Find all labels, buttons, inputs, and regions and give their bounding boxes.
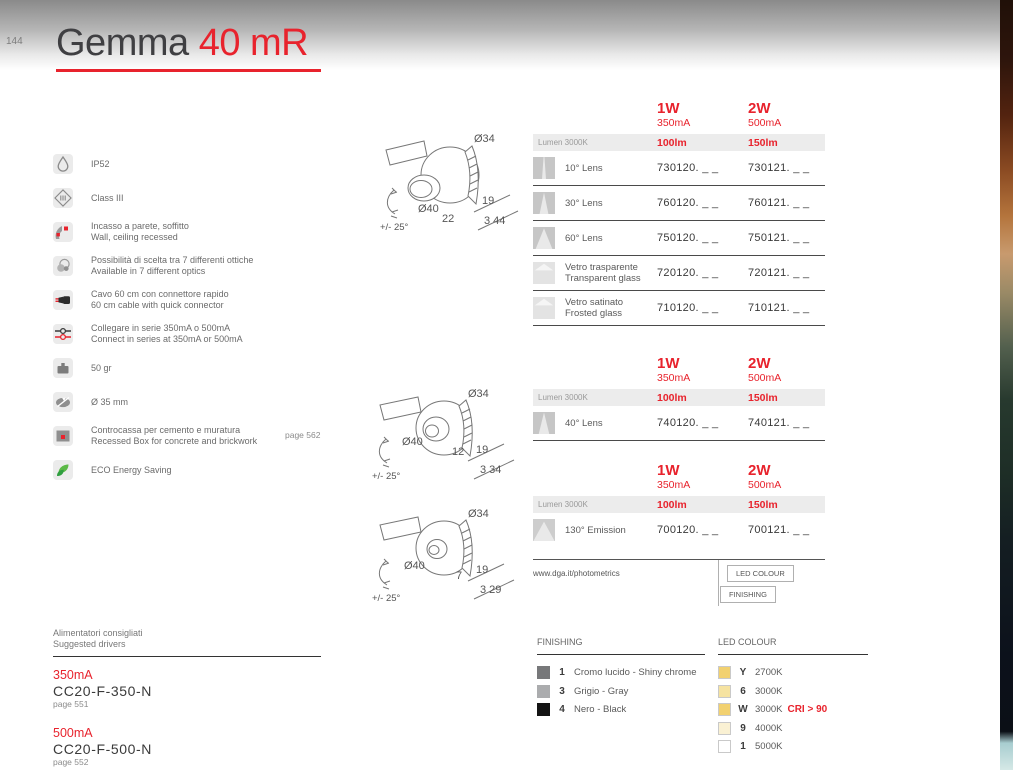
- title-underline: [56, 69, 321, 72]
- feature-text: Class III: [91, 192, 124, 203]
- svg-text:3 44: 3 44: [484, 215, 506, 227]
- svg-text:Ø34: Ø34: [468, 508, 489, 520]
- photometrics-link[interactable]: www.dga.it/photometrics: [533, 569, 620, 578]
- svg-text:19: 19: [476, 564, 489, 576]
- feature-text: Possibilità di scelta tra 7 differenti ottiche Available in 7 different optics: [91, 255, 254, 276]
- svg-text:3 34: 3 34: [480, 464, 502, 476]
- svg-text:Ø40: Ø40: [402, 436, 423, 448]
- svg-text:+/- 25°: +/- 25°: [372, 471, 401, 482]
- table-row: Vetro trasparente Transparent glass 720120. _ _ 720121. _ _: [533, 256, 825, 291]
- feature-optics: [53, 249, 353, 283]
- beam-10-icon: [533, 157, 555, 179]
- legend-row: 9 4000K: [718, 722, 868, 735]
- driver-item: 350mA CC20-F-350-N page 551: [53, 668, 152, 709]
- feature-series: [53, 317, 353, 351]
- feature-text: Controcassa per cemento e muratura Recessed Box for concrete and brickwork: [91, 425, 258, 446]
- svg-text:+/- 25°: +/- 25°: [380, 222, 409, 233]
- table-header: 1W 350mA 2W 500mA: [657, 462, 782, 491]
- svg-text:Ø40: Ø40: [418, 203, 439, 215]
- eco-leaf-icon: [53, 460, 73, 480]
- callout-connector-line: [718, 560, 719, 606]
- feature-list: [53, 147, 353, 487]
- technical-drawing-3: [370, 503, 522, 603]
- led-swatch-4000k: [718, 722, 731, 735]
- svg-text:12: 12: [452, 446, 465, 458]
- svg-text:7: 7: [456, 570, 463, 582]
- series-connection-icon: [53, 324, 73, 344]
- power-1w: 1W: [657, 100, 680, 117]
- svg-text:Ø40: Ø40: [404, 560, 425, 572]
- led-colour-callout: LED COLOUR: [727, 565, 794, 582]
- led-swatch-2700k: [718, 666, 731, 679]
- wall-ceiling-recessed-icon: [53, 222, 73, 242]
- led-swatch-3000k: [718, 685, 731, 698]
- power-2w: 2W: [748, 100, 771, 117]
- product-variant: 40 mR: [198, 22, 309, 64]
- frosted-glass-icon: [533, 297, 555, 319]
- legend-row: W 3000K CRI > 90: [718, 703, 868, 716]
- svg-text:Ø34: Ø34: [468, 388, 489, 400]
- legend-row: 4 Nero - Black: [537, 703, 705, 716]
- ip-rating-drop-icon: [53, 154, 73, 174]
- feature-text: 50 gr: [91, 362, 112, 373]
- cable-connector-icon: [53, 290, 73, 310]
- table-row: 130° Emission 700120. _ _ 700121. _ _: [533, 513, 825, 547]
- legend-row: 1 5000K: [718, 740, 868, 753]
- driver-item: 500mA CC20-F-500-N page 552: [53, 726, 152, 767]
- finishing-legend: FINISHING 1 Cromo lucido - Shiny chrome 3 Grigio - Gray 4 Nero - Black: [537, 637, 705, 722]
- table-header: 1W 350mA 2W 500mA: [657, 355, 782, 384]
- transparent-glass-icon: [533, 262, 555, 284]
- suggested-drivers: Alimentatori consigliati Suggested drivers 350mA CC20-F-350-N page 551 500mA CC20-F-500-N page 552: [53, 628, 321, 770]
- svg-text:22: 22: [442, 213, 455, 225]
- product-table-40-lens: [533, 355, 825, 441]
- svg-text:19: 19: [482, 195, 495, 207]
- technical-drawing-2: [370, 383, 522, 483]
- legend-row: Y 2700K: [718, 666, 868, 679]
- feature-text: ECO Energy Saving: [91, 464, 172, 475]
- finish-swatch-chrome: [537, 666, 550, 679]
- finishing-callout: FINISHING: [720, 586, 776, 603]
- feature-cable: [53, 283, 353, 317]
- legend-row: 6 3000K: [718, 685, 868, 698]
- lumen-row: Lumen 3000K 100lm 150lm: [533, 134, 825, 151]
- led-colour-legend: LED COLOUR Y 2700K 6 3000K W 3000K CRI > 90 9 4000K 1 5000K: [718, 637, 868, 759]
- feature-text: Collegare in serie 350mA o 500mA Connect in series at 350mA or 500mA: [91, 323, 243, 344]
- feature-ip-rating: [53, 147, 353, 181]
- beam-40-icon: [533, 412, 555, 434]
- product-table-130-emission: [533, 462, 825, 547]
- led-swatch-3000k-cri90: [718, 703, 731, 716]
- table-row: 30° Lens 760120. _ _ 760121. _ _: [533, 186, 825, 221]
- product-table-lenses: [533, 100, 825, 326]
- page-title: [56, 22, 308, 65]
- legend-row: 1 Cromo lucido - Shiny chrome: [537, 666, 705, 679]
- svg-text:19: 19: [476, 444, 489, 456]
- optics-choice-icon: [53, 256, 73, 276]
- feature-eco: [53, 453, 353, 487]
- feature-weight: [53, 351, 353, 385]
- beam-30-icon: [533, 192, 555, 214]
- recessed-box-icon: [53, 426, 73, 446]
- led-swatch-5000k: [718, 740, 731, 753]
- feature-text: Ø 35 mm: [91, 396, 129, 407]
- feature-class: [53, 181, 353, 215]
- beam-130-icon: [533, 519, 555, 541]
- page-number: 144: [6, 36, 23, 47]
- next-page-photo-sliver: [1000, 0, 1013, 770]
- technical-drawing-1: [378, 128, 528, 236]
- cutout-diameter-icon: [53, 392, 73, 412]
- feature-mounting: [53, 215, 353, 249]
- weight-icon: [53, 358, 73, 378]
- feature-recessed-box: [53, 419, 353, 453]
- finish-swatch-gray: [537, 685, 550, 698]
- lumen-row: Lumen 3000K 100lm 150lm: [533, 496, 825, 513]
- table-row: 60° Lens 750120. _ _ 750121. _ _: [533, 221, 825, 256]
- class-iii-icon: [53, 188, 73, 208]
- feature-text: Cavo 60 cm con connettore rapido 60 cm cable with quick connector: [91, 289, 229, 310]
- table-row: 10° Lens 730120. _ _ 730121. _ _: [533, 151, 825, 186]
- feature-text: IP52: [91, 158, 110, 169]
- product-name: Gemma: [56, 22, 189, 64]
- table-row: 40° Lens 740120. _ _ 740121. _ _: [533, 406, 825, 441]
- svg-text:Ø34: Ø34: [474, 133, 495, 145]
- feature-diameter: [53, 385, 353, 419]
- legend-row: 3 Grigio - Gray: [537, 685, 705, 698]
- beam-60-icon: [533, 227, 555, 249]
- feature-text: Incasso a parete, soffitto Wall, ceiling recessed: [91, 221, 189, 242]
- svg-text:+/- 25°: +/- 25°: [372, 593, 401, 603]
- finish-swatch-black: [537, 703, 550, 716]
- table-header: 1W 350mA 2W 500mA: [533, 100, 825, 129]
- feature-page-ref: page 562: [285, 430, 321, 440]
- lumen-row: Lumen 3000K 100lm 150lm: [533, 389, 825, 406]
- table-row: Vetro satinato Frosted glass 710120. _ _ 710121. _ _: [533, 291, 825, 326]
- photometrics-section: [533, 559, 825, 599]
- svg-text:3 29: 3 29: [480, 584, 502, 596]
